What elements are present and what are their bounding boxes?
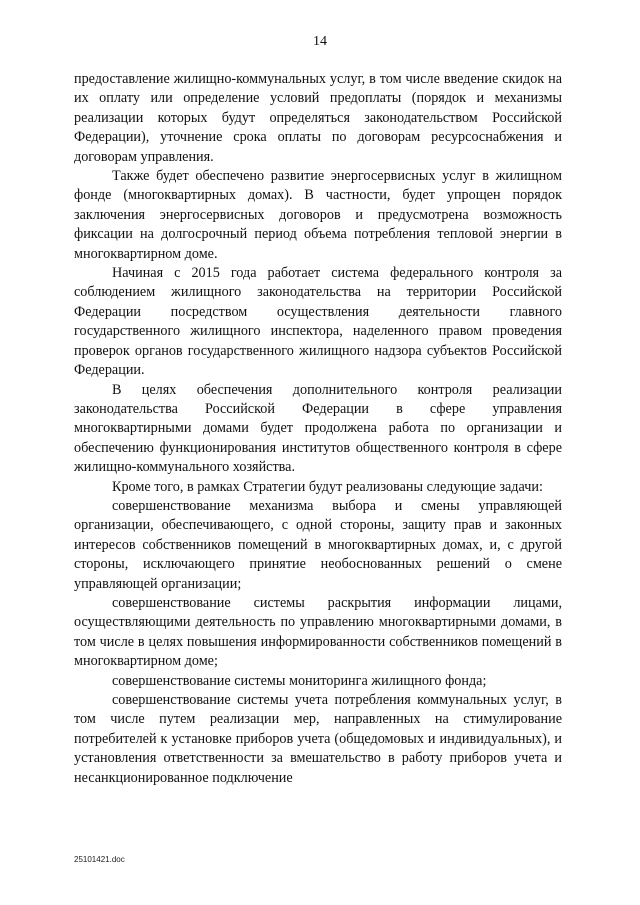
paragraph-public-control: В целях обеспечения дополнительного контроля реализации законодательства Российской Федерации в сфере управления многоквартирными домами будет продолжена работа по организации и обеспечению функционирования институтов общественного контроля в сфере жилищно-коммунального хозяйства. [74,381,562,476]
paragraph-continuation: предоставление жилищно-коммунальных услуг, в том числе введение скидок на их оплату или определение условий предоплаты (порядок и механизмы реализации которых будут определяться законодательством Российской Федерации), уточнение срока оплаты по договорам ресурсоснабжения и договорам управления. [74,71,562,165]
document-body [74,70,562,788]
paragraph-tasks-intro: Кроме того, в рамках Стратегии будут реализованы следующие задачи: [112,478,543,495]
paragraph-federal-control: Начиная с 2015 года работает система федерального контроля за соблюдением жилищного законодательства на территории Российской Федерации посредством осуществления деятельности главного государственного жилищного инспектора, наделенного правом проведения проверок органов государственного жилищного надзора субъектов Российской Федерации. [74,265,562,379]
footer-filename: 25101421.doc [74,855,125,864]
page-number: 14 [313,34,327,49]
list-item-housing-monitoring: совершенствование системы мониторинга жилищного фонда; [112,672,487,689]
list-item-management-choice: совершенствование механизма выбора и смены управляющей организации, обеспечивающего, с одной стороны, защиту прав и законных интересов собственников помещений в многоквартирных домах, и, с другой стороны, исключающего принятие необоснованных решений о смене управляющей организации; [74,497,562,592]
list-item-metering: совершенствование системы учета потребления коммунальных услуг, в том числе путем реализации мер, направленных на стимулирование потребителей к установке приборов учета (общедомовых и индивидуальных), и установления ответственности за вмешательство в работу приборов учета и несанкционированное подключение [74,692,562,786]
list-item-information-disclosure: совершенствование системы раскрытия информации лицами, осуществляющими деятельность по управлению многоквартирными домами, в том числе в целях повышения информированности собственников помещений в многоквартирном доме; [74,594,562,670]
paragraph-energy-services: Также будет обеспечено развитие энергосервисных услуг в жилищном фонде (многоквартирных домах). В частности, будет упрощен порядок заключения энергосервисных договоров и предусмотрена возможность фиксации на долгосрочный период объема потребления тепловой энергии в многоквартирном доме. [74,168,562,262]
